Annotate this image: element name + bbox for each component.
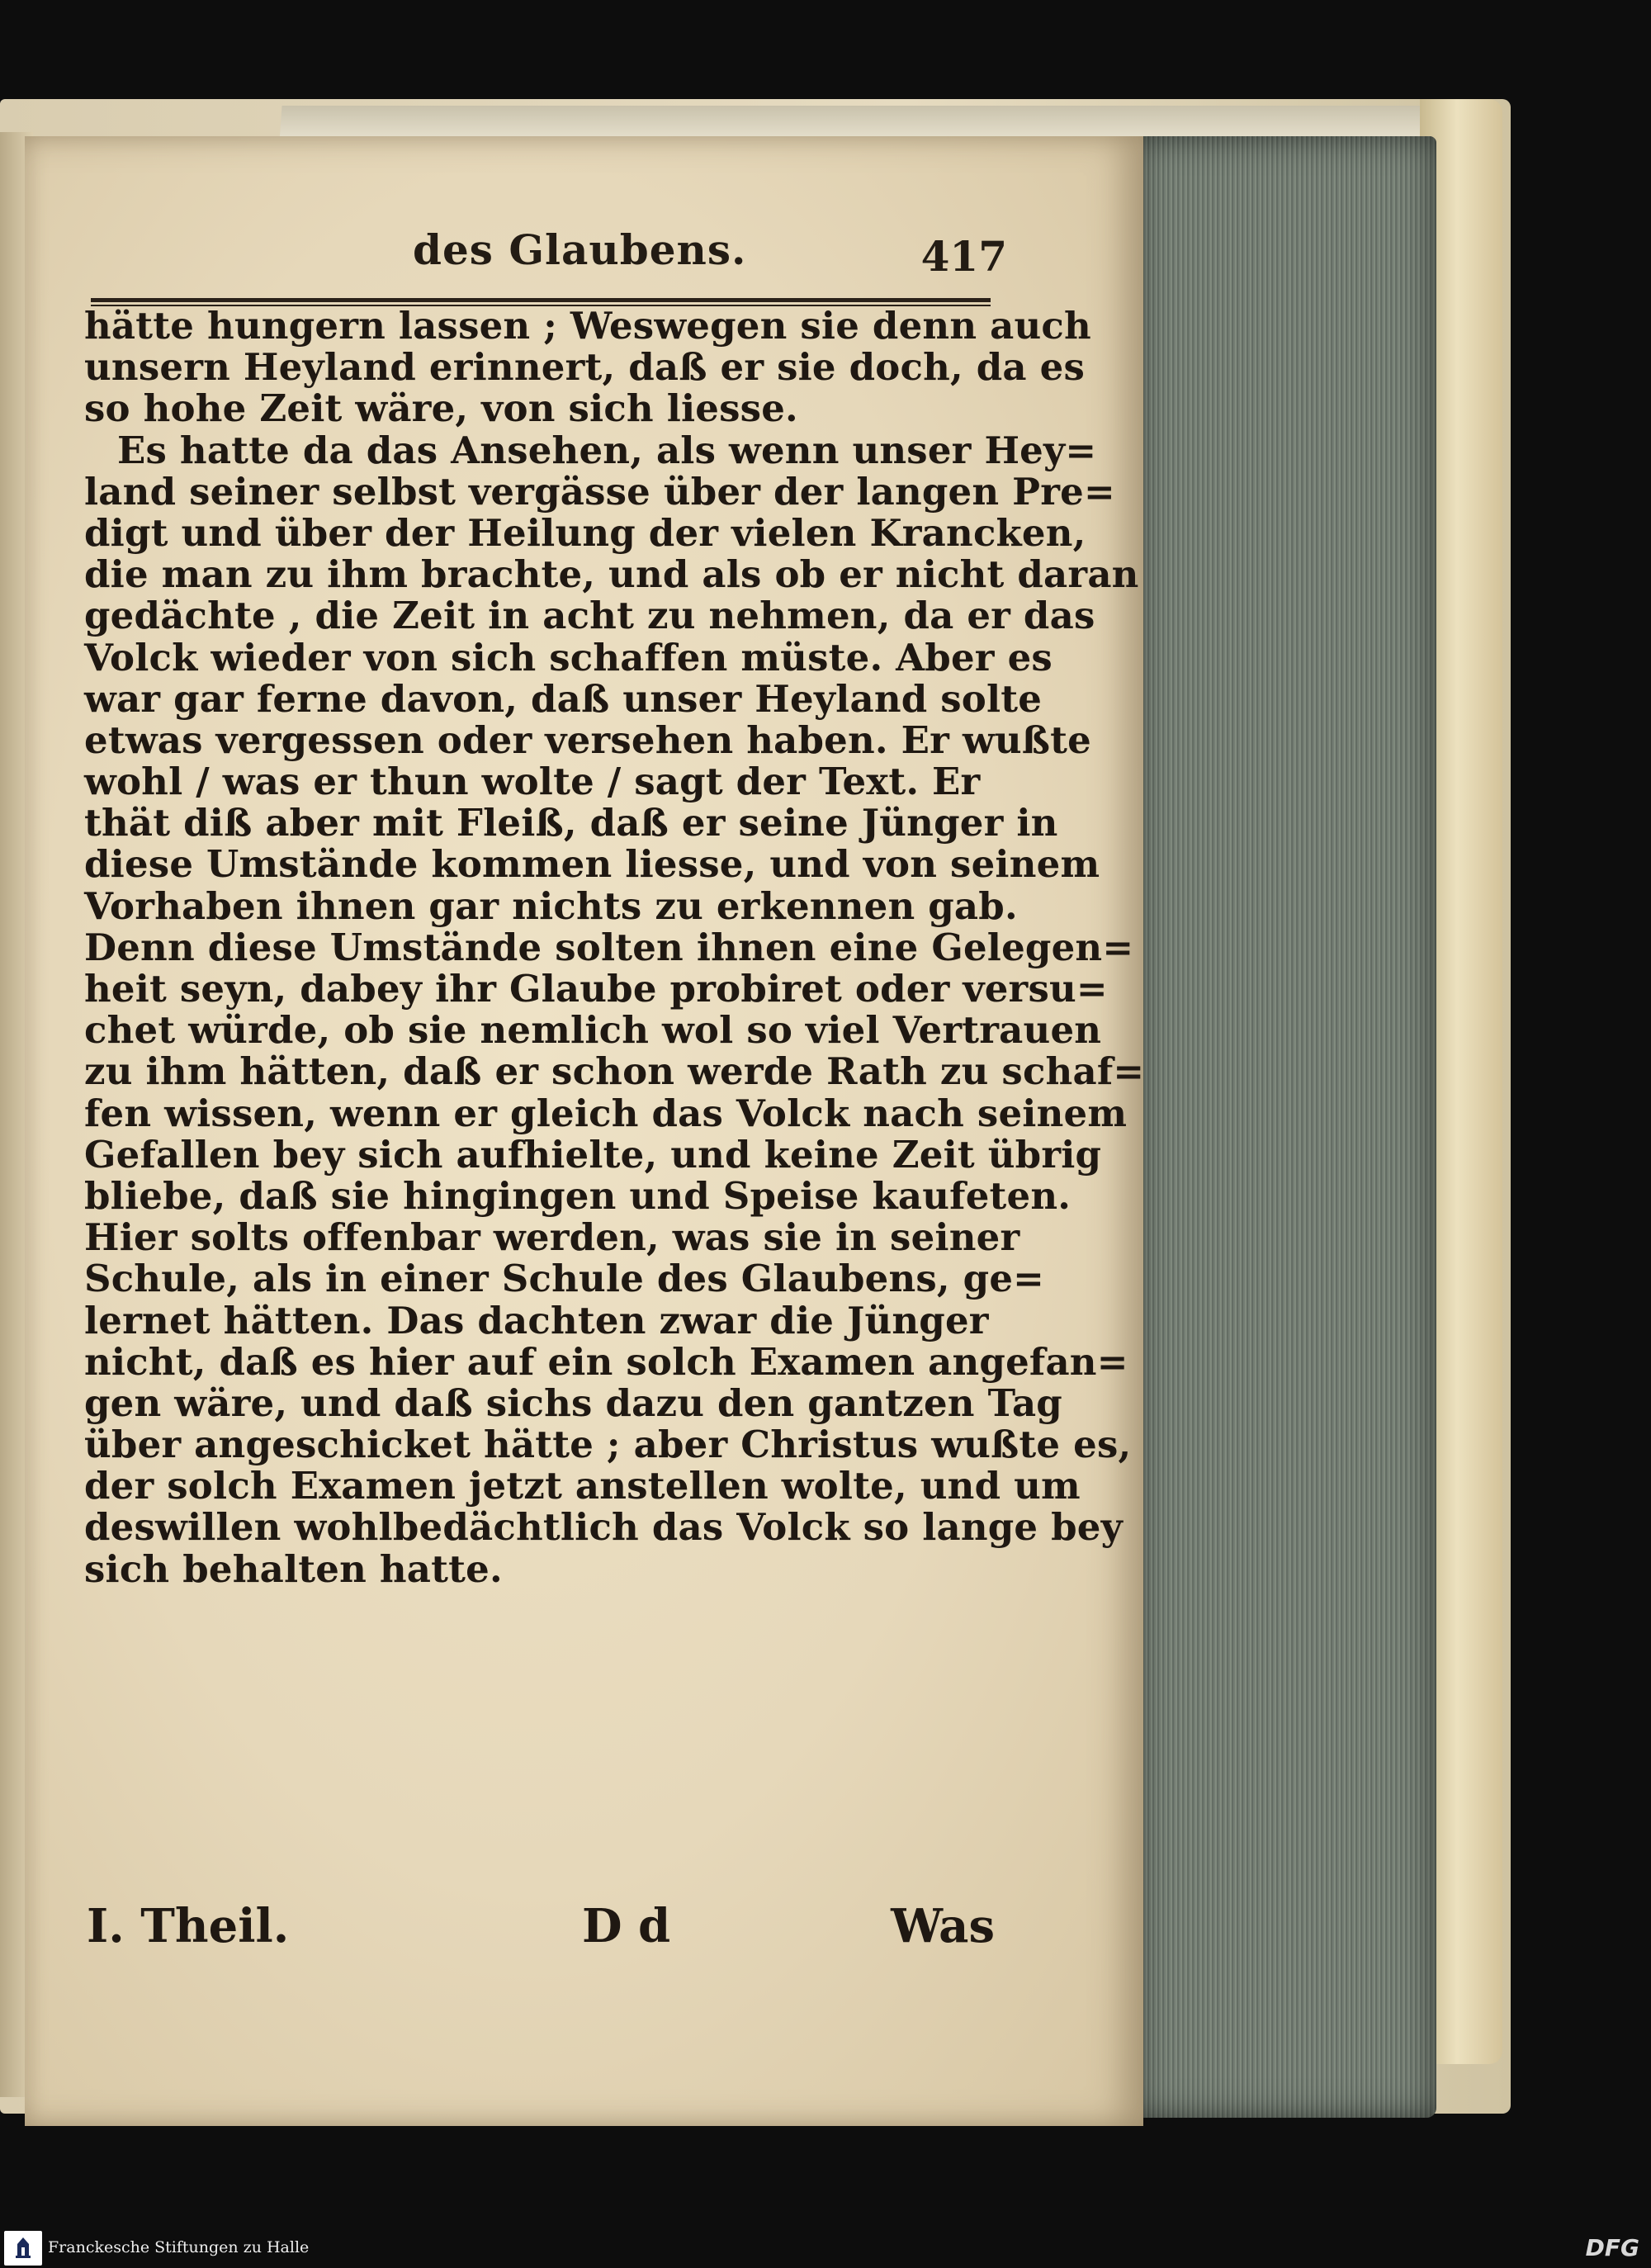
catchword: Was <box>891 1899 995 1953</box>
text-line: war gar ferne davon, daß unser Heyland solte <box>84 676 1043 721</box>
text-line: digt und über der Heilung der vielen Krancken, <box>84 510 1086 555</box>
institution-logo-icon <box>4 2231 42 2266</box>
text-line: wohl / was er thun wolte / sagt der Text. Er <box>84 760 981 804</box>
text-line: nicht, daß es hier auf ein solch Examen angefan= <box>84 1339 1128 1384</box>
book-page <box>25 136 1143 2126</box>
text-line: Schule, als in einer Schule des Glaubens, ge= <box>84 1257 1045 1301</box>
text-line: heit seyn, dabey ihr Glaube probiret oder versu= <box>84 967 1108 1011</box>
text-line: Hier solts offenbar werden, was sie in seiner <box>84 1215 1020 1260</box>
text-line: der solch Examen jetzt anstellen wolte, und um <box>84 1464 1081 1508</box>
text-line: gedächte , die Zeit in acht zu nehmen, da er das <box>84 594 1095 638</box>
text-line: hätte hungern lassen ; Weswegen sie denn auch <box>84 304 1091 348</box>
header-rule <box>91 298 991 302</box>
text-line: sich behalten hatte. <box>84 1546 503 1591</box>
body-text <box>84 304 1145 1591</box>
page-header <box>91 225 1007 291</box>
signature-mark: D d <box>582 1899 671 1953</box>
text-line: Vorhaben ihnen gar nichts zu erkennen gab. <box>84 883 1018 928</box>
text-line: Gefallen bey sich aufhielte, und keine Zeit übrig <box>84 1132 1102 1177</box>
text-line: etwas vergessen oder versehen haben. Er wußte <box>84 717 1092 762</box>
page-footer <box>87 1899 995 1965</box>
institution-name: Franckesche Stiftungen zu Halle <box>48 2238 310 2256</box>
text-line: über angeschicket hätte ; aber Christus wußte es, <box>84 1423 1132 1467</box>
text-line: deswillen wohlbedächtlich das Volck so lange bey <box>84 1505 1123 1550</box>
running-title: des Glaubens. <box>413 225 747 274</box>
text-line: zu ihm hätten, daß er schon werde Rath zu schaf= <box>84 1049 1145 1094</box>
text-line: land seiner selbst vergässe über der langen Pre= <box>84 469 1115 514</box>
page-number: 417 <box>920 232 1007 281</box>
text-line: Es hatte da das Ansehen, als wenn unser Hey= <box>117 428 1097 472</box>
text-line: die man zu ihm brachte, und als ob er nicht daran <box>84 552 1139 597</box>
text-line: unsern Heyland erinnert, daß er sie doch, da es <box>84 345 1086 390</box>
text-line: chet würde, ob sie nemlich wol so viel Vertrauen <box>84 1008 1102 1053</box>
text-line: Volck wieder von sich schaffen müste. Aber es <box>84 635 1053 679</box>
dfg-logo: DFG <box>1585 2234 1639 2261</box>
text-line: Denn diese Umstände solten ihnen eine Gelegen= <box>84 925 1134 969</box>
text-line: lernet hätten. Das dachten zwar die Jünger <box>84 1298 989 1342</box>
text-line: diese Umstände kommen liesse, und von seinem <box>84 842 1100 887</box>
text-line: fen wissen, wenn er gleich das Volck nach seinem <box>84 1091 1128 1135</box>
page-edges <box>1135 136 1436 2118</box>
text-line: so hohe Zeit wäre, von sich liesse. <box>84 386 798 431</box>
text-line: gen wäre, und daß sichs dazu den gantzen Tag <box>84 1380 1062 1425</box>
text-line: bliebe, daß sie hingingen und Speise kaufeten. <box>84 1173 1071 1218</box>
text-line: thät diß aber mit Fleiß, daß er seine Jünger in <box>84 801 1058 845</box>
volume-label: I. Theil. <box>87 1899 290 1953</box>
